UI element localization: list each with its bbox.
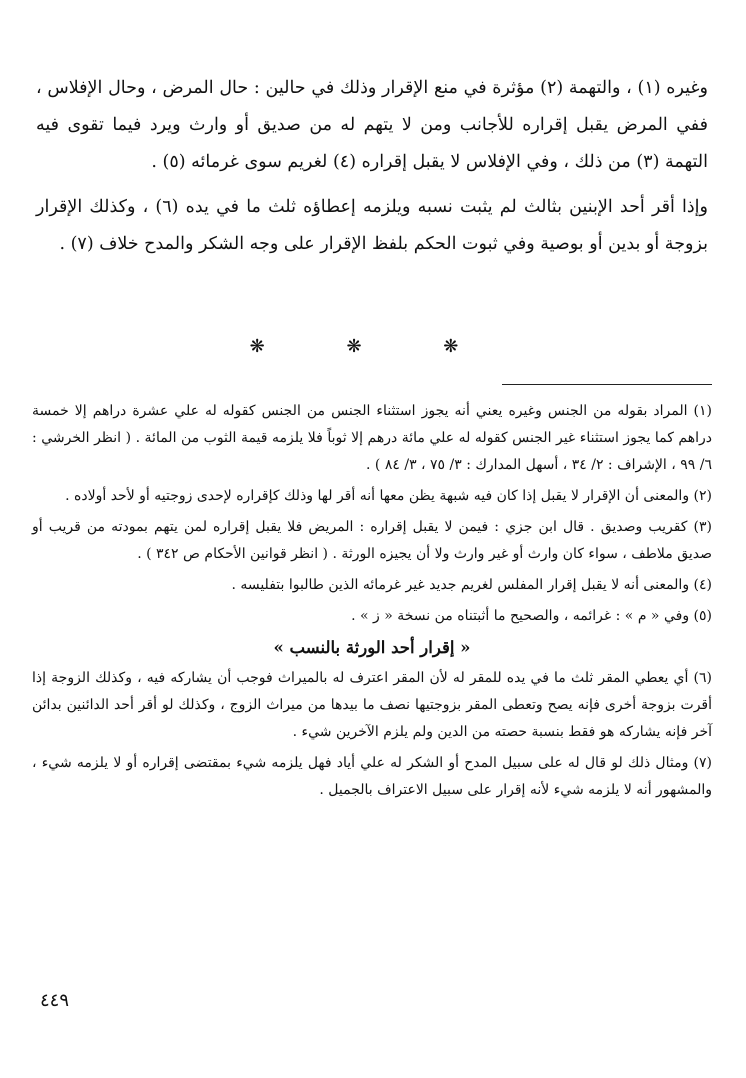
footnote-5: (٥) وفي « م » : غرائمه ، والصحيح ما أثبتناه من نسخة « ز » . [351,608,712,624]
section-title: « إقرار أحد الورثة بالنسب » [273,638,471,657]
main-paragraph-1: وغيره (١) ، والتهمة (٢) مؤثرة في منع الإقرار وذلك في حالين : حال المرض ، وحال الإفلاس ، ففي المرض يقبل إقراره للأجانب ومن لا يتهم له من صديق أو وارث ويرد فيما تقوى فيه التهمة (٣) من ذلك ، وفي الإفلاس لا يقبل إقراره (٤) لغريم سوى غرمائه (٥) . [36,78,708,172]
footnote-1: (١) المراد بقوله من الجنس وغيره يعني أنه يجوز استثناء الجنس من الجنس كقوله له علي عشرة دراهم إلا خمسة دراهم كما يجوز استثناء غير الجنس كقوله له علي مائة درهم إلا ثوباً فلا يلزمه قيمة الثوب من المائة . ( انظر الخرشي : ٦/ ٩٩ ، الإشراف : ٢/ ٣٤ ، أسهل المدارك : ٣/ ٧٥ ، ٣/ ٨٤ ) . [32,403,712,473]
footnote-3: (٣) كقريب وصديق . قال ابن جزي : فيمن لا يقبل إقراره : المريض فلا يقبل إقراره لمن يتهم بمودته من قريب أو صديق ملاطف ، سواء كان وارث أو غير وارث ولا أن يجيزه الورثة . ( انظر قوانين الأحكام ص ٣٤٢ ) . [32,519,712,562]
page-number: ٤٤٩ [40,990,70,1011]
footnote-divider [502,384,712,385]
section-separator: ❋ ❋ ❋ [249,336,497,357]
footnote-7: (٧) ومثال ذلك لو قال له على سبيل المدح أو الشكر له علي أياد فهل يلزمه شيء بمقتضى إقراره أو لا يلزمه شيء ، والمشهور أنه لا يلزمه شيء لأنه إقرار على سبيل الاعتراف بالجميل . [32,755,712,798]
footnote-2: (٢) والمعنى أن الإقرار لا يقبل إذا كان فيه شبهة يظن معها أنه أقر لها وذلك كإقراره لإحدى زوجتيه أو لأحد أولاده . [65,488,712,504]
main-text [36,70,708,271]
main-paragraph-2: وإذا أقر أحد الإبنين بثالث لم يثبت نسبه ويلزمه إعطاؤه ثلث ما في يده (٦) ، وكذلك الإقرار بزوجة أو بدين أو بوصية وفي ثبوت الحكم بلفظ الإقرار على وجه الشكر والمدح خلاف (٧) . [36,197,708,254]
footnote-6: (٦) أي يعطي المقر ثلث ما في يده للمقر له لأن المقر اعترف له بالميراث فوجب أن يشاركه فيه ، وكذلك الزوجة إذا أقرت بزوجة أخرى فإنه يصح وتعطى المقر بزوجتيها نصف ما بيدها من ميراث الزوج ، وكذلك لو أقر أحد الدائنين بدائن آخر فإنه يشاركه هو فقط بنسبة حصته من الدين ولم يلزم الآخرين شيء . [32,670,712,740]
footnotes [32,398,712,808]
footnote-4: (٤) والمعنى أنه لا يقبل إقرار المفلس لغريم جديد غير غرمائه الذين طالبوا بتفليسه . [231,577,712,593]
